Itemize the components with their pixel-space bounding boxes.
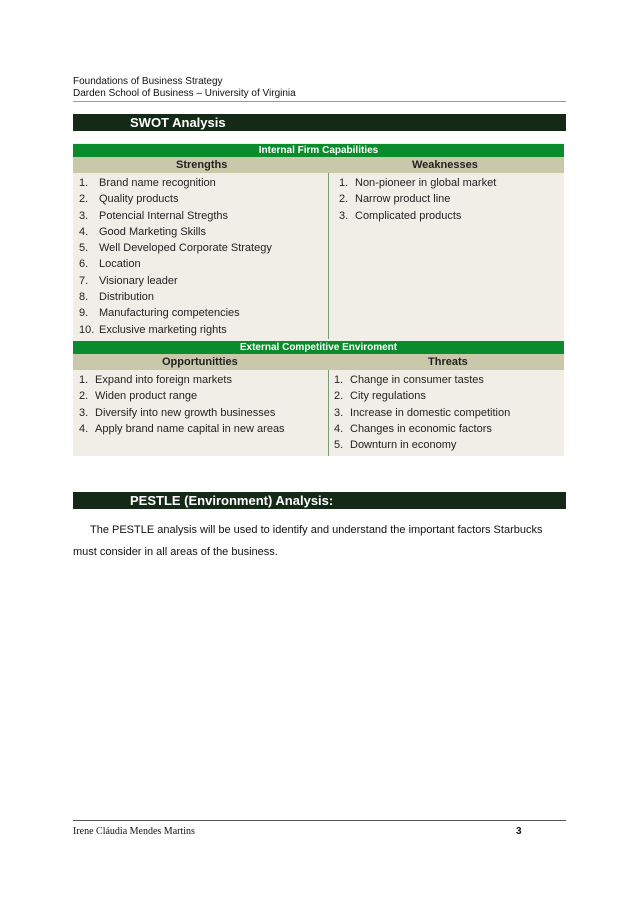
list-item-number: 3. — [334, 406, 344, 419]
list-item-text: Exclusive marketing rights — [99, 323, 227, 336]
list-item-number: 3. — [79, 406, 89, 419]
list-item-text: Quality products — [99, 193, 179, 206]
swot-section-heading — [73, 114, 566, 131]
list-item — [79, 305, 272, 321]
list-item-text: Diversify into new growth businesses — [95, 406, 276, 419]
list-item — [79, 256, 272, 272]
list-item — [79, 405, 285, 421]
list-item — [334, 437, 510, 453]
page-number: 3 — [516, 826, 522, 837]
weaknesses-header: Weaknesses — [412, 159, 478, 171]
swot-table — [73, 143, 564, 456]
opportunities-threats-header-row — [73, 354, 564, 370]
list-item-number: 2. — [79, 390, 89, 403]
list-item-text: Expand into foreign markets — [95, 374, 232, 386]
pestle-paragraph-text: The PESTLE analysis will be used to identify and understand the important factors Starbucks must consider in all areas of the business. — [73, 524, 543, 558]
swot-section-title: SWOT Analysis — [130, 115, 226, 130]
list-item-text: Change in consumer tastes — [350, 374, 484, 386]
list-item — [79, 372, 285, 388]
list-item-text: Changes in economic factors — [350, 422, 492, 435]
list-item-text: Visionary leader — [99, 274, 178, 287]
header-course-title: Foundations of Business Strategy — [73, 76, 223, 87]
footer-divider — [73, 820, 566, 821]
pestle-section-title: PESTLE (Environment) Analysis: — [130, 493, 334, 508]
list-item — [334, 405, 510, 421]
list-item — [79, 289, 272, 305]
pestle-paragraph — [73, 519, 566, 563]
strengths-list — [79, 175, 272, 338]
list-item-number: 3. — [339, 209, 349, 222]
list-item — [339, 175, 496, 191]
list-item-text: Location — [99, 258, 141, 271]
list-item — [79, 388, 285, 404]
list-item-text: Brand name recognition — [99, 177, 216, 189]
list-item-text: Apply brand name capital in new areas — [95, 422, 285, 435]
list-item-number: 1. — [79, 177, 89, 189]
list-item-text: Narrow product line — [355, 193, 451, 206]
opportunities-header: Opportunitties — [162, 356, 238, 368]
list-item-text: Downturn in economy — [350, 439, 457, 452]
list-item-number: 2. — [334, 390, 344, 403]
list-item-text: Increase in domestic competition — [350, 406, 511, 419]
list-item-text: Distribution — [99, 291, 155, 304]
header-divider — [73, 101, 566, 102]
internal-capabilities-band: Internal Firm Capabilities — [73, 144, 564, 157]
list-item — [79, 322, 272, 338]
footer-author: Irene Cláudia Mendes Martins — [73, 826, 195, 837]
header-school: Darden School of Business – University of Virginia — [73, 88, 296, 99]
list-item — [79, 224, 272, 240]
list-item — [79, 273, 272, 289]
list-item-text: Complicated products — [355, 209, 462, 222]
list-item-text: City regulations — [350, 390, 426, 403]
list-item-text: Potencial Internal Stregths — [99, 209, 229, 222]
list-item-number: 4. — [334, 422, 344, 435]
list-item-number: 3. — [79, 209, 89, 222]
list-item-number: 5. — [334, 439, 344, 452]
list-item-text: Manufacturing competencies — [99, 307, 240, 320]
weaknesses-list — [339, 175, 496, 224]
list-item-number: 1. — [334, 374, 344, 386]
list-item — [334, 421, 510, 437]
list-item — [79, 191, 272, 207]
list-item — [79, 175, 272, 191]
list-item-number: 1. — [79, 374, 89, 386]
list-item-number: 10. — [79, 323, 95, 336]
list-item-number: 7. — [79, 274, 89, 287]
list-item — [79, 421, 285, 437]
list-item-text: Good Marketing Skills — [99, 225, 206, 238]
document-header — [73, 76, 296, 100]
list-item-number: 4. — [79, 225, 89, 238]
list-item-number: 5. — [79, 242, 89, 255]
list-item-number: 4. — [79, 422, 89, 435]
list-item — [339, 191, 496, 207]
list-item — [339, 208, 496, 224]
list-item-number: 8. — [79, 291, 89, 304]
external-environment-band: External Competitive Enviroment — [73, 341, 564, 354]
threats-list — [334, 372, 510, 453]
list-item-number: 2. — [79, 193, 89, 206]
list-item-number: 2. — [339, 193, 349, 206]
list-item — [79, 240, 272, 256]
threats-header: Threats — [428, 356, 468, 368]
pestle-section-heading — [73, 492, 566, 509]
opportunities-list — [79, 372, 285, 437]
list-item — [334, 388, 510, 404]
list-item-number: 6. — [79, 258, 89, 271]
list-item-text: Non-pioneer in global market — [355, 177, 497, 189]
list-item-number: 9. — [79, 307, 89, 320]
strengths-weaknesses-header-row — [73, 157, 564, 173]
list-item-text: Well Developed Corporate Strategy — [99, 242, 272, 255]
list-item — [79, 208, 272, 224]
list-item-text: Widen product range — [95, 390, 198, 403]
list-item-number: 1. — [339, 177, 349, 189]
external-column-divider — [328, 370, 329, 456]
strengths-header: Strengths — [176, 159, 228, 171]
internal-column-divider — [328, 173, 329, 339]
list-item — [334, 372, 510, 388]
